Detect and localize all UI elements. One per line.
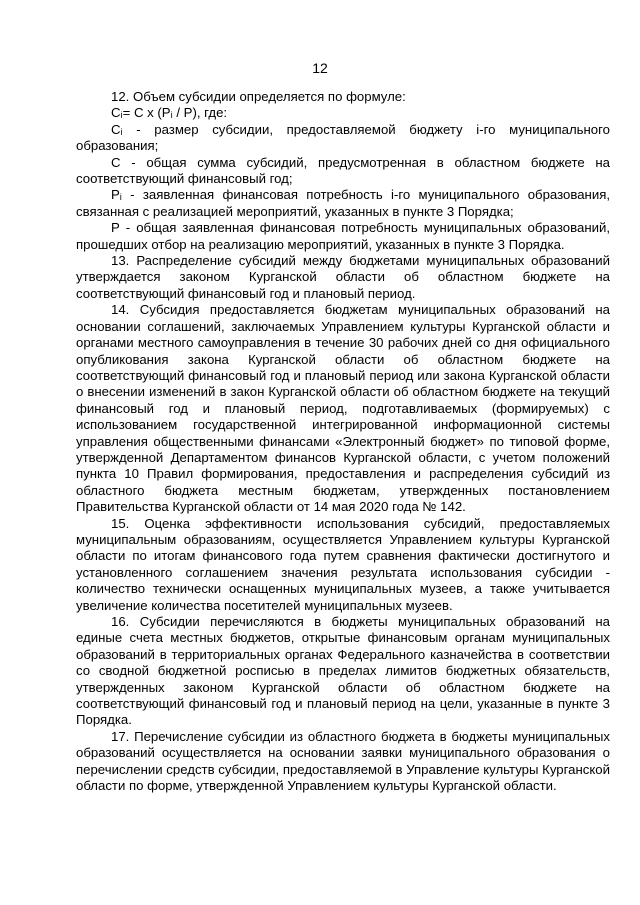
paragraph-p-definition: Р - общая заявленная финансовая потребность муниципальных образований, прошедших отбор на реализацию мероприятий, указанных в пункте 3 Порядка. (76, 220, 610, 252)
paragraph-15: 15. Оценка эффективности использования субсидий, предоставляемых муниципальным образованиям, осуществляется Управлением культуры Курганской области по итогам финансового года путем сравнения фактически достигнутого и установленного соглашением значения результата использования субсидии - количество технически оснащенных муниципальных музеев, а также учитывается увеличение количества посетителей муниципальных музеев. (76, 515, 610, 613)
paragraph-16: 16. Субсидии перечисляются в бюджеты муниципальных образований на единые счета местных бюджетов, открытые финансовым органам муниципальных образований в территориальных органах Федерального казначейства в соответствии со сводной бюджетной росписью в пределах лимитов бюджетных обязательств, утвержденных законом Курганской области об областном бюджете на соответствующий финансовый год и плановый период на цели, указанные в пункте 3 Порядка. (76, 614, 610, 728)
paragraph-ci-definition: Сᵢ - размер субсидии, предоставляемой бюджету i-го муниципального образования; (76, 121, 610, 154)
paragraph-17: 17. Перечисление субсидии из областного бюджета в бюджеты муниципальных образований осуществляется на основании заявки муниципального образования о перечислении средств субсидии, предоставляемой в Управление культуры Курганской области по форме, утвержденной Управлением культуры Курганской области. (76, 728, 610, 794)
paragraph-14: 14. Субсидия предоставляется бюджетам муниципальных образований на основании соглашений, заключаемых Управлением культуры Курганской области и органами местного самоуправления в течение 30 рабочих дней со дня официального опубликования закона Курганской области об областном бюджете на соответствующий финансовый год и плановый период или закона Курганской области о внесении изменений в закон Курганской области об областном бюджете на текущий финансовый год и плановый период, подготавливаемых (формируемых) с использованием государственной интегрированной информационной системы управления общественными финансами «Электронный бюджет» по типовой форме, утвержденной Департаментом финансов Курганской области, с учетом положений пункта 10 Правил формирования, предоставления и распределения субсидий из областного бюджета местным бюджетам, утвержденных постановлением Правительства Курганской области от 14 мая 2020 года № 142. (76, 302, 610, 515)
page-number: 12 (312, 60, 328, 76)
paragraph-pi-definition: Рᵢ - заявленная финансовая потребность i-го муниципального образования, связанная с реализацией мероприятий, указанных в пункте 3 Порядка; (76, 187, 610, 219)
document-body (76, 89, 610, 794)
paragraph-13: 13. Распределение субсидий между бюджетами муниципальных образований утверждается законом Курганской области об областном бюджете на соответствующий финансовый год и плановый период. (76, 253, 610, 301)
paragraph-formula: Сᵢ= С х (Рᵢ / Р), где: (111, 105, 228, 121)
paragraph-12-formula-intro: 12. Объем субсидии определяется по формуле: (111, 89, 406, 104)
paragraph-c-definition: С - общая сумма субсидий, предусмотренная в областном бюджете на соответствующий финансовый год; (76, 154, 610, 187)
